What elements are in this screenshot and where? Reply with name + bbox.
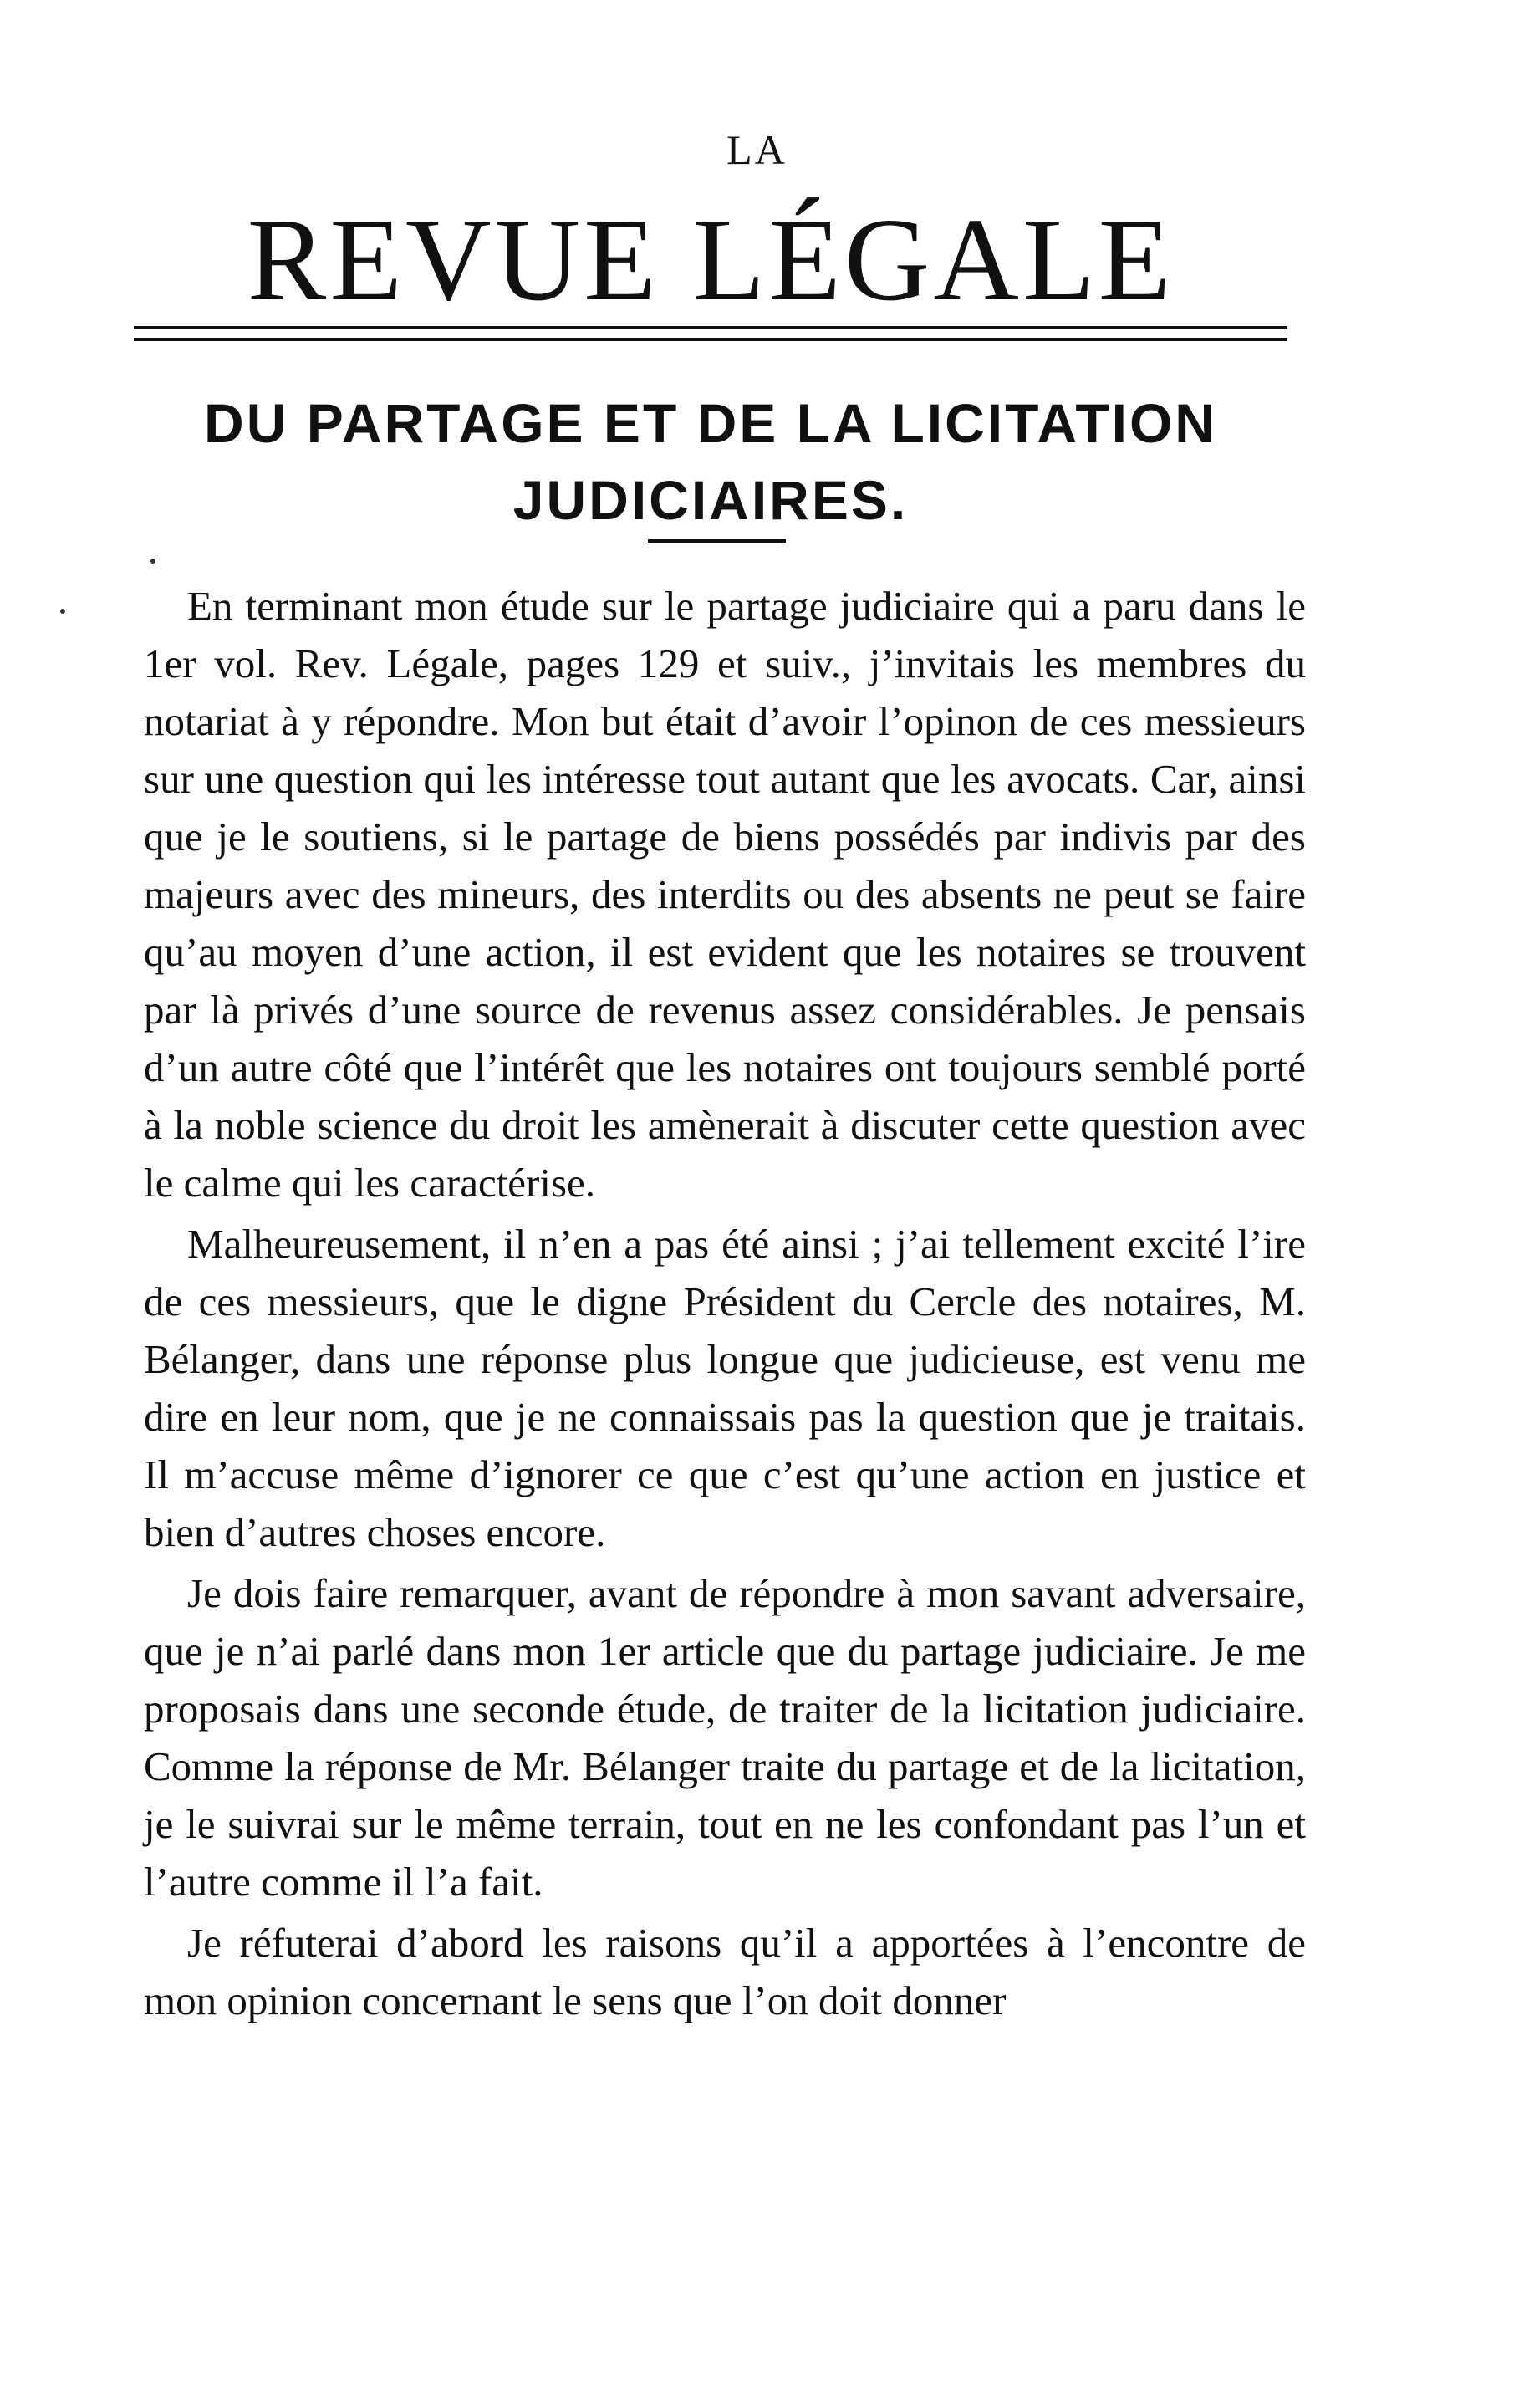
masthead-article: LA: [726, 126, 788, 173]
title-divider: [648, 539, 786, 543]
masthead-title: REVUE LÉGALE: [247, 193, 1175, 325]
masthead-rule-thin: [134, 326, 1287, 329]
article-body: [144, 577, 1306, 2033]
paragraph: Malheureusement, il n’en a pas été ainsi ; j’ai tellement excité l’ire de ces messieurs, que le digne Président du Cercle des notaires, M. Bélanger, dans une réponse plus longue que judicieuse, est venu me dire en leur nom, que je ne connaissais pas la question que je traitais. Il m’accuse même d’ignorer ce que c’est qu’une action en justice et bien d’autres choses encore.: [144, 1221, 1306, 1555]
article-title: DU PARTAGE ET DE LA LICITATION JUDICIAIRES.: [204, 392, 1217, 531]
paragraph: En terminant mon étude sur le partage judiciaire qui a paru dans le 1er vol. Rev. Légale, pages 129 et suiv., j’invitais les membres du notariat à y répondre. Mon but était d’avoir l’opinon de ces messieurs sur une question qui les intéresse tout autant que les avocats. Car, ainsi que je le soutiens, si le partage de biens possédés par indivis par des majeurs avec des mineurs, des interdits ou des absents ne peut se faire qu’au moyen d’une action, il est evident que les notaires se trouvent par là privés d’une source de revenus assez considérables. Je pensais d’un autre côté que l’intérêt que les notaires ont toujours semblé porté à la noble science du droit les amènerait à discuter cette question avec le calme qui les caractérise.: [144, 583, 1306, 1206]
paragraph: Je dois faire remarquer, avant de répondre à mon savant adversaire, que je n’ai parlé dans mon 1er article que du partage judiciaire. Je me proposais dans une seconde étude, de traiter de la licitation judiciaire. Comme la réponse de Mr. Bélanger traite du partage et de la licitation, je le suivrai sur le même terrain, tout en ne les confondant pas l’un et l’autre comme il l’a fait.: [144, 1570, 1306, 1905]
masthead-rule-thick: [134, 338, 1287, 341]
paragraph: Je réfuterai d’abord les raisons qu’il a apportées à l’encontre de mon opinion concernant le sens que l’on doit donner: [144, 1920, 1306, 2023]
margin-speck: [60, 609, 65, 614]
margin-speck: [150, 559, 155, 564]
